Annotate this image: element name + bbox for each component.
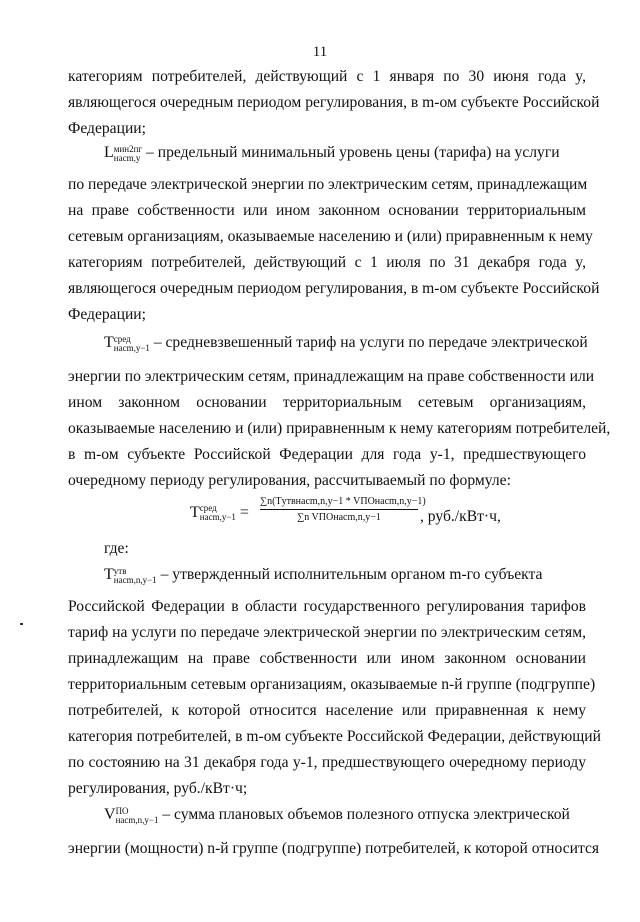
math-symbol: V ПО насm,n,y−1	[104, 805, 159, 825]
text-line: являющегося очередным периодом регулирования, в m-ом субъекте Российской	[68, 94, 600, 111]
formula-lhs: T сред насm,y−1 =	[190, 503, 249, 523]
text-line: по передаче электрической энергии по электрическим сетям, принадлежащим	[68, 176, 588, 193]
definition-text: – предельный минимальный уровень цены (тарифа) на услуги	[142, 144, 560, 161]
text-line: принадлежащим на праве собственности или ином законном основании	[68, 650, 586, 667]
text-line: энергии (мощности) n-й группе (подгруппе) потребителей, к которой относится	[68, 840, 600, 857]
formula	[190, 496, 501, 536]
text-line: территориальным сетевым организациям, оказываемые n-й группе (подгруппе)	[68, 676, 596, 693]
text-line: Федерации;	[68, 306, 146, 323]
text-line: Российской Федерации в области государственного регулирования тарифов	[68, 598, 586, 615]
definition-text: – средневзвешенный тариф на услуги по передаче электрической	[149, 334, 588, 351]
text-line: в m-ом субъекте Российской Федерации для года y-1, предшествующего	[68, 446, 586, 463]
text-line: регулирования, руб./кВт·ч;	[68, 780, 248, 797]
margin-mark	[20, 623, 23, 625]
text-line: категориям потребителей, действующий с 1 июля по 31 декабря года y,	[68, 254, 586, 271]
text-line: категориям потребителей, действующий с 1 января по 30 июня года y,	[68, 68, 586, 85]
text-line: категория потребителей, в m-ом субъекте Российской Федерации, действующий	[68, 728, 601, 745]
text-line: по состоянию на 31 декабря года y-1, предшествующего очередному периоду	[68, 754, 586, 771]
math-symbol: T сред насm,y−1	[104, 333, 150, 353]
formula-denominator: ∑n VПОнасm,n,y−1	[297, 512, 381, 523]
text-line: тариф на услуги по передаче электрической энергии по электрическим сетям,	[68, 624, 586, 641]
text-line: потребителей, к которой относится население или приравненная к нему	[68, 702, 586, 719]
text-line: ином законном основании территориальным сетевым организациям,	[68, 394, 586, 411]
text-line: очередному периоду регулирования, рассчитываемый по формуле:	[68, 472, 511, 489]
formula-numerator: ∑n(Tутвнасm,n,y−1 * VПОнасm,n,y−1)	[260, 496, 418, 510]
definition-line	[104, 806, 586, 825]
definition-text: – утвержденный исполнительным органом m-го субъекта	[156, 566, 543, 583]
formula-unit: , руб./кВт·ч,	[420, 508, 501, 525]
text-line: оказываемые населению и (или) приравненным к нему категориям потребителей,	[68, 420, 611, 437]
text-line: на праве собственности или ином законном основании территориальным	[68, 202, 586, 219]
definition-line	[104, 144, 586, 163]
definition-text: – сумма плановых объемов полезного отпуска электрической	[158, 806, 570, 823]
math-symbol: T утв насm,n,y−1	[104, 565, 157, 585]
text-line: сетевым организациям, оказываемые населению и (или) приравненным к нему	[68, 228, 593, 245]
text-line: где:	[104, 540, 129, 557]
math-symbol: L мин2пг насm,y	[104, 143, 143, 163]
text-line: Федерации;	[68, 120, 146, 137]
formula-fraction	[260, 496, 426, 523]
definition-line	[104, 566, 586, 585]
definition-line	[104, 334, 586, 353]
text-line: являющегося очередным периодом регулирования, в m-ом субъекте Российской	[68, 280, 600, 297]
page-number: 11	[312, 44, 328, 60]
text-line: энергии по электрическим сетям, принадлежащим на праве собственности или	[68, 368, 595, 385]
